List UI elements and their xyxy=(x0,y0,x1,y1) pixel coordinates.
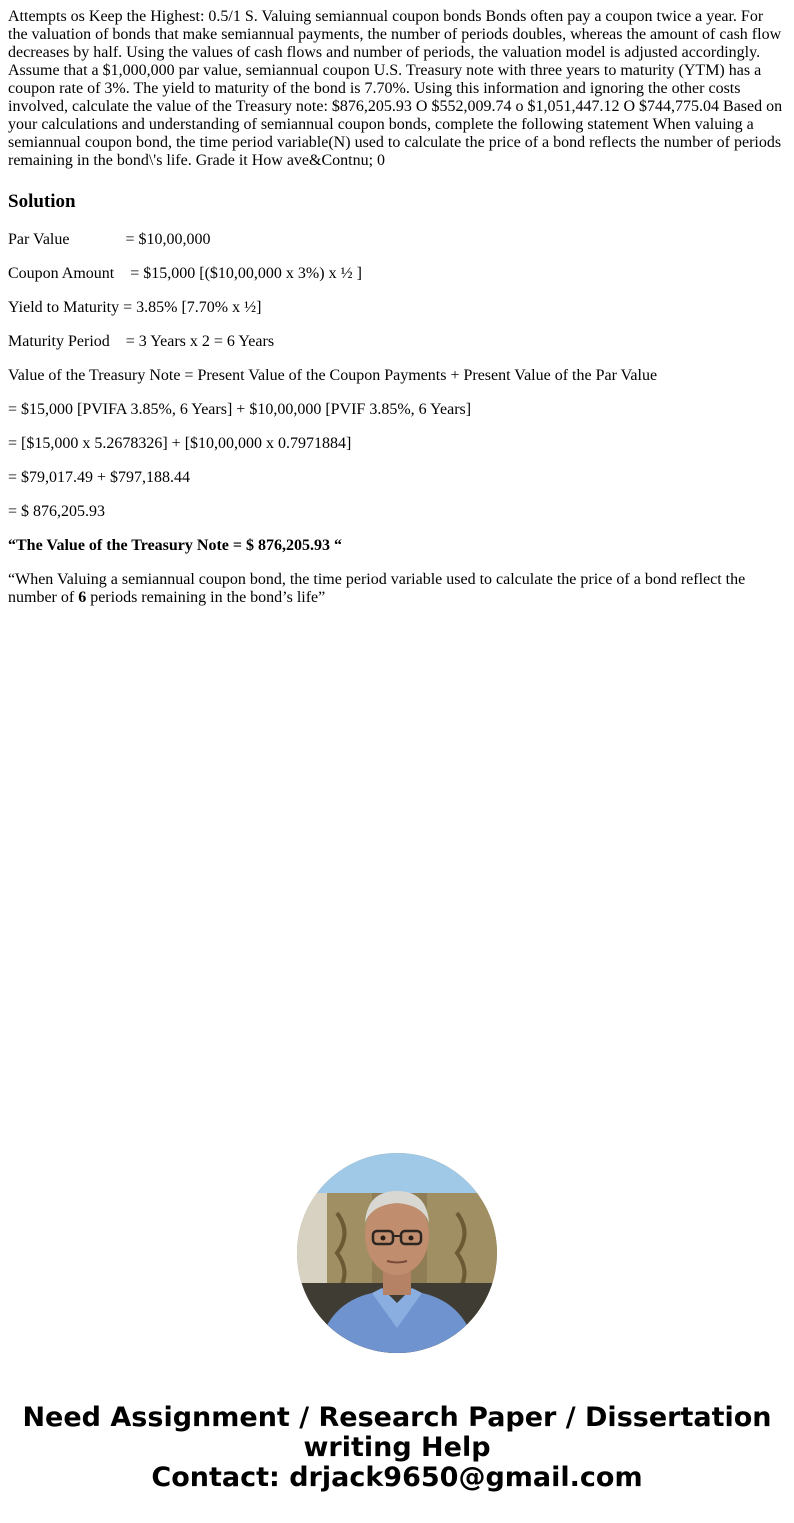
footer-line-1: Need Assignment / Research Paper / Dissertation xyxy=(22,1402,772,1433)
promo-footer xyxy=(0,1403,794,1493)
value-formula-line: Value of the Treasury Note = Present Value of the Coupon Payments + Present Value of the Par Value xyxy=(8,367,658,384)
calc-step-2: = [$15,000 x 5.2678326] + [$10,00,000 x 0.7971884] xyxy=(8,435,352,452)
maturity-period-line: Maturity Period = 3 Years x 2 = 6 Years xyxy=(8,333,275,350)
statement-post: periods remaining in the bond’s life” xyxy=(86,589,326,606)
final-answer: “The Value of the Treasury Note = $ 876,205.93 “ xyxy=(8,537,343,554)
coupon-amount-line: Coupon Amount = $15,000 [($10,00,000 x 3%) x ½ ] xyxy=(8,265,362,282)
question-text: Attempts os Keep the Highest: 0.5/1 S. Valuing semiannual coupon bonds Bonds often pay a coupon twice a year. For the valuation of bonds that make semiannual payments, the number of periods doubles, whereas the amount of cash flow decreases by half. Using the values of cash flows and number of periods, the valuation model is adjusted accordingly. Assume that a $1,000,000 par value, semiannual coupon U.S. Treasury note with three years to maturity (YTM) has a coupon rate of 3%. The yield to maturity of the bond is 7.70%. Using this information and ignoring the other costs involved, calculate the value of the Treasury note: $876,205.93 O $552,009.74 o $1,051,447.12 O $744,775.04 Based on your calculations and understanding of semiannual coupon bonds, complete the following statement When valuing a semiannual coupon bond, the time period variable(N) used to calculate the price of a bond reflects the number of periods remaining in the bond\'s life. Grade it How ave&Contnu; 0 xyxy=(8,8,783,169)
main-content xyxy=(8,8,784,623)
par-value-line: Par Value = $10,00,000 xyxy=(8,231,211,248)
author-avatar xyxy=(297,1153,497,1353)
footer-line-2: writing Help xyxy=(303,1432,491,1463)
statement-answer xyxy=(8,571,784,607)
footer-contact: Contact: drjack9650@gmail.com xyxy=(151,1462,643,1493)
calc-result: = $ 876,205.93 xyxy=(8,503,106,520)
statement-pre: “When Valuing a semiannual coupon bond, the time period variable used to calculate the price of a bond reflect the number of xyxy=(8,571,750,606)
solution-heading: Solution xyxy=(8,191,76,212)
author-photo xyxy=(297,1153,497,1353)
statement-periods: 6 xyxy=(78,589,87,606)
ytm-line: Yield to Maturity = 3.85% [7.70% x ½] xyxy=(8,299,262,316)
calc-step-1: = $15,000 [PVIFA 3.85%, 6 Years] + $10,00,000 [PVIF 3.85%, 6 Years] xyxy=(8,401,472,418)
calc-step-3: = $79,017.49 + $797,188.44 xyxy=(8,469,191,486)
